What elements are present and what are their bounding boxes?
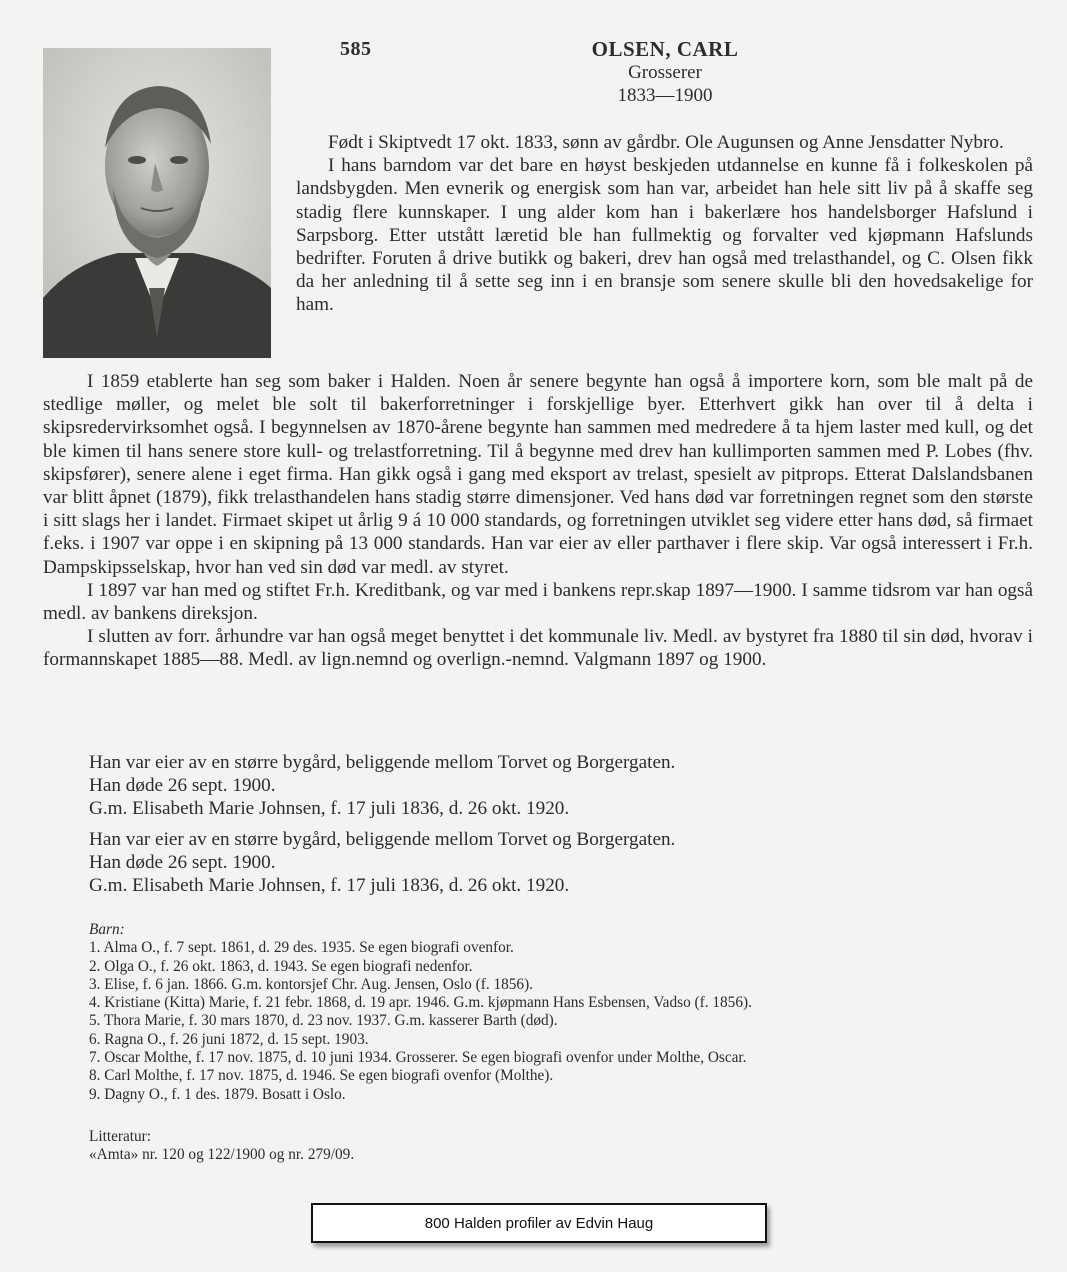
closing-line: Han døde 26 sept. 1900. xyxy=(89,775,276,797)
paragraph-bank: I 1897 var han med og stiftet Fr.h. Kreditbank, og var med i bankens repr.skap 1897—1900. I samme tidsrom var han også medl. av bankens direksjon. xyxy=(43,579,1033,625)
footer-caption: 800 Halden profiler av Edvin Haug xyxy=(311,1203,767,1243)
paragraph-civic: I slutten av forr. århundre var han også meget benyttet i det kommunale liv. Medl. av bystyret fra 1880 til sin død, hvorav i formannskapet 1885—88. Medl. av lign.nemnd og overlign.-nemnd. Valgmann 1897 og 1900. xyxy=(43,626,1033,671)
main-text xyxy=(43,370,1033,672)
literature-text: «Amta» nr. 120 og 122/1900 og nr. 279/09. xyxy=(89,1146,355,1164)
person-years: 1833—1900 xyxy=(617,85,713,106)
person-name: OLSEN, CARL xyxy=(591,37,739,61)
list-item: 8. Carl Molthe, f. 17 nov. 1875, d. 1946. Se egen biografi ovenfor (Molthe). xyxy=(89,1067,554,1085)
closing-line: G.m. Elisabeth Marie Johnsen, f. 17 juli 1836, d. 26 okt. 1920. xyxy=(89,798,570,820)
list-item: 9. Dagny O., f. 1 des. 1879. Bosatt i Oslo. xyxy=(89,1085,346,1103)
closing-line: Han var eier av en større bygård, beliggende mellom Torvet og Borgergaten. xyxy=(89,829,676,850)
closing-lines-repeat xyxy=(43,828,1033,898)
page-number: 585 xyxy=(340,38,372,60)
paragraph-birth: Født i Skiptvedt 17 okt. 1833, sønn av gårdbr. Ole Augunsen og Anne Jensdatter Nybro. xyxy=(328,132,1004,153)
paragraph-business: I 1859 etablerte han seg som baker i Halden. Noen år senere begynte han også å importere korn, som ble malt på de stedlige møller, og melet ble solt til bakerforretninger i forskjellige byer. Etterhvert gikk han over til å delta i skipsredervirksomhet også. I begynnelsen av 1870-årene begynte han sammen med medredere å ta hjem laster med kull, og det ble kimen til hans senere store kull- og trelastforretning. Til å begynne med drev han kullimporten sammen med P. Lobes (fhv. skipsfører), senere alene i eget firma. Han gikk også i gang med eksport av trelast, spesielt av pitprops. Etterat Dalslandsbanen var blitt åpnet (1879), fikk trelasthandelen hans stadig større dimensjoner. Ved hans død var forretningen regnet som den største i sitt slags her i landet. Firmaet skipet ut årlig 9 á 10 000 standards, og forretningen utviklet seg videre etter hans død, så firmaet f.eks. i 1907 var oppe i en skipning på 13 000 standards. Han var eier av eller parthaver i flere skip. Var også interessert i Fr.h. Dampskipsselskap, hvor han ved sin død var medl. av styret. xyxy=(43,371,1033,578)
list-item: 5. Thora Marie, f. 30 mars 1870, d. 23 nov. 1937. G.m. kasserer Barth (død). xyxy=(89,1012,558,1030)
portrait-photo-icon xyxy=(43,48,271,358)
literature-section xyxy=(89,1128,789,1165)
portrait-photo xyxy=(43,48,271,358)
children-heading: Barn: xyxy=(89,921,125,938)
closing-line: G.m. Elisabeth Marie Johnsen, f. 17 juli 1836, d. 26 okt. 1920. xyxy=(89,875,570,897)
children-list xyxy=(89,921,1049,1104)
intro-text xyxy=(296,131,1033,317)
list-item: 3. Elise, f. 6 jan. 1866. G.m. kontorsjef Chr. Aug. Jensen, Oslo (f. 1856). xyxy=(89,975,533,993)
list-item: 2. Olga O., f. 26 okt. 1863, d. 1943. Se egen biografi nedenfor. xyxy=(89,957,473,975)
list-item: 7. Oscar Molthe, f. 17 nov. 1875, d. 10 juni 1934. Grosserer. Se egen biografi ovenfor under Molthe, Oscar. xyxy=(89,1049,747,1067)
list-item: 1. Alma O., f. 7 sept. 1861, d. 29 des. 1935. Se egen biografi ovenfor. xyxy=(89,939,514,957)
list-item: 4. Kristiane (Kitta) Marie, f. 21 febr. 1868, d. 19 apr. 1946. G.m. kjøpmann Hans Esbensen, Vadso (f. 1856). xyxy=(89,994,752,1012)
person-occupation: Grosserer xyxy=(628,62,702,83)
closing-line: Han døde 26 sept. 1900. xyxy=(89,852,276,874)
list-item: 6. Ragna O., f. 26 juni 1872, d. 15 sept. 1903. xyxy=(89,1030,369,1048)
paragraph-childhood: I hans barndom var det bare en høyst beskjeden utdannelse en kunne få i folkeskolen på landsbygden. Men evnerik og energisk som han var, arbeidet han hele sitt liv på å skaffe seg stadig flere kunnskaper. I ung alder kom han i bakerlære hos handelsborger Hafslund i Sarpsborg. Etter utstått læretid ble han fullmektig og forvalter ved kjøpmann Hafslunds bedrifter. Foruten å drive butikk og bakeri, drev han også med trelasthandel, og C. Olsen fikk da her anledning til å sette seg inn i en bransje som senere skulle bli den hovedsakelige for ham. xyxy=(296,155,1033,316)
literature-heading: Litteratur: xyxy=(89,1128,152,1145)
closing-line: Han var eier av en større bygård, beliggende mellom Torvet og Borgergaten. xyxy=(89,752,676,773)
biography-header xyxy=(560,36,770,108)
closing-lines xyxy=(43,751,1033,821)
